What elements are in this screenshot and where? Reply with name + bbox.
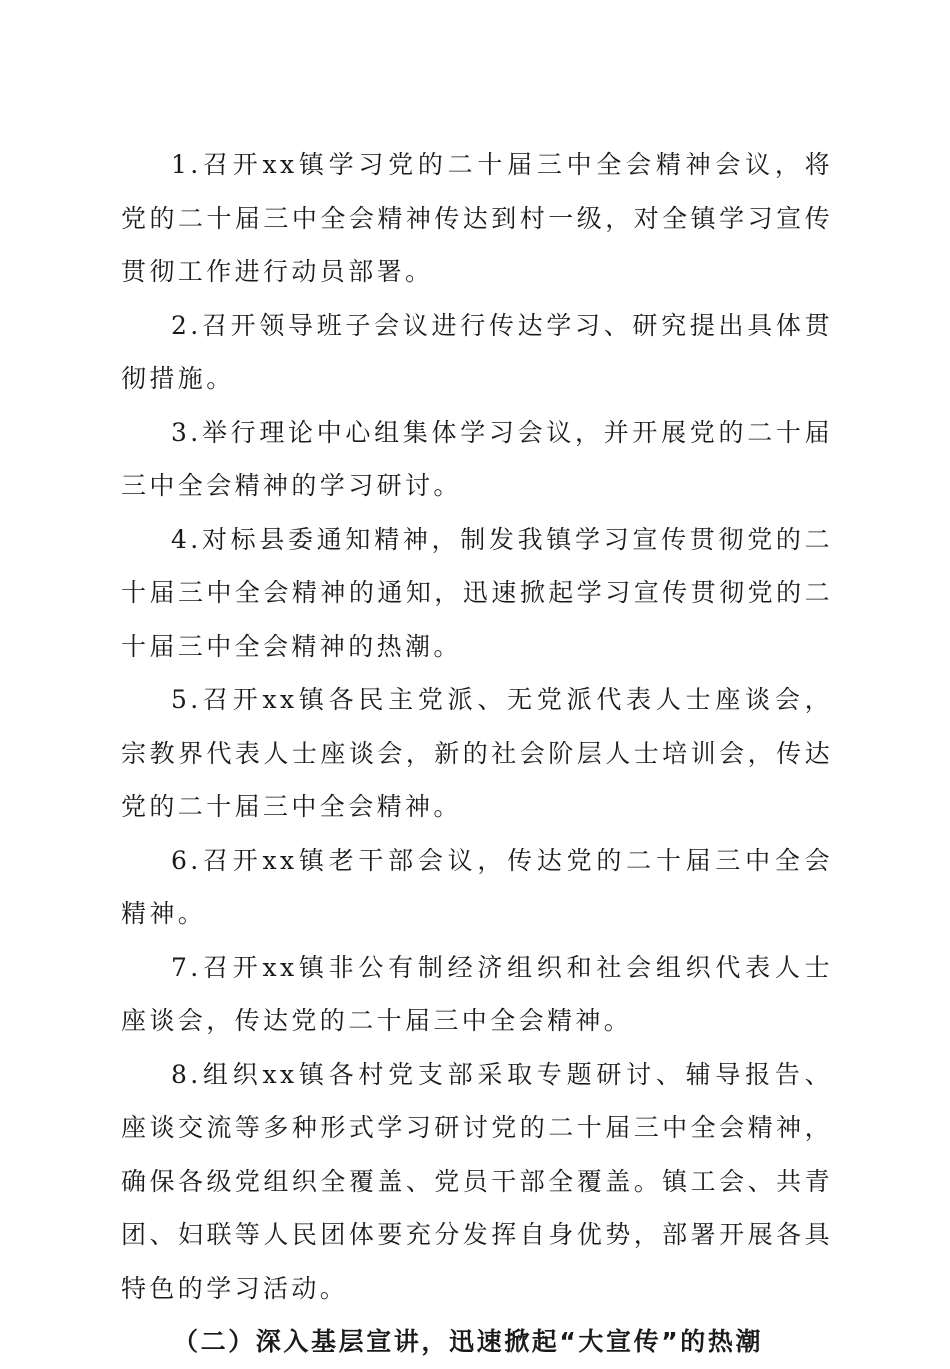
paragraph-item-8: 8.组织xx镇各村党支部采取专题研讨、辅导报告、座谈交流等多种形式学习研讨党的二十届三中全会精神，确保各级党组织全覆盖、党员干部全覆盖。镇工会、共青团、妇联等人民团体要充分发挥自身优势，部署开展各具特色的学习活动。 bbox=[121, 1059, 833, 1303]
paragraph-item-7: 7.召开xx镇非公有制经济组织和社会组织代表人士座谈会，传达党的二十届三中全会精神。 bbox=[121, 952, 833, 1035]
section-heading: （二）深入基层宣讲，迅速掀起“大宣传”的热潮 bbox=[173, 1327, 764, 1356]
paragraph-item-3: 3.举行理论中心组集体学习会议，并开展党的二十届三中全会精神的学习研讨。 bbox=[121, 417, 833, 500]
paragraph-item-5: 5.召开xx镇各民主党派、无党派代表人士座谈会，宗教界代表人士座谈会，新的社会阶层人士培训会，传达党的二十届三中全会精神。 bbox=[121, 685, 833, 821]
paragraph-item-1: 1.召开xx镇学习党的二十届三中全会精神会议，将党的二十届三中全会精神传达到村一级，对全镇学习宣传贯彻工作进行动员部署。 bbox=[121, 150, 833, 286]
paragraph-item-4: 4.对标县委通知精神，制发我镇学习宣传贯彻党的二十届三中全会精神的通知，迅速掀起学习宣传贯彻党的二十届三中全会精神的热潮。 bbox=[121, 524, 833, 661]
paragraph-item-6: 6.召开xx镇老干部会议，传达党的二十届三中全会精神。 bbox=[121, 845, 833, 928]
document-body bbox=[121, 138, 833, 1369]
paragraph-item-2: 2.召开领导班子会议进行传达学习、研究提出具体贯彻措施。 bbox=[121, 310, 833, 393]
